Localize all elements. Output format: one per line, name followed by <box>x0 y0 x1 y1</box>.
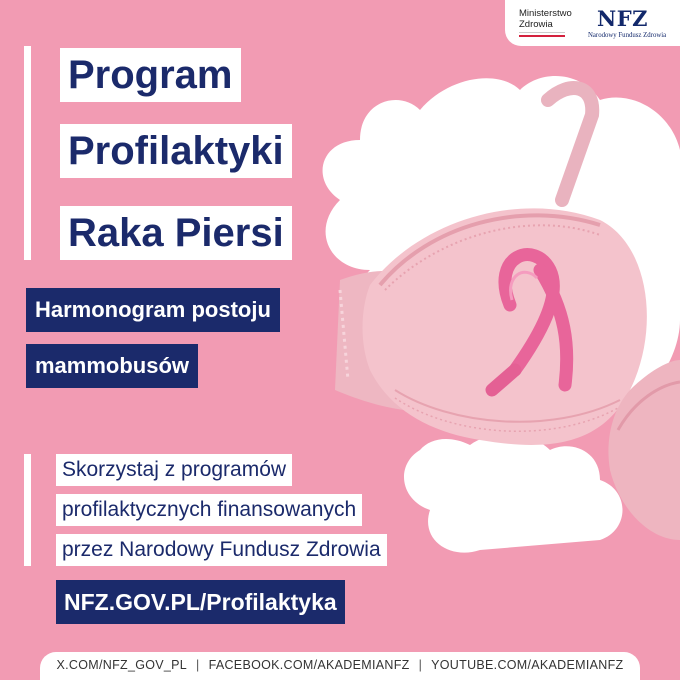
description-line-2: profilaktycznych finansowanych <box>56 494 362 526</box>
description-line-1: Skorzystaj z programów <box>56 454 292 486</box>
ministry-logo-line1: Ministerstwo <box>519 8 572 19</box>
nfz-logo: NFZ <box>597 6 648 31</box>
footer-separator: | <box>418 658 423 672</box>
ministry-logo-line2: Zdrowia <box>519 19 553 30</box>
facebook-link[interactable]: FACEBOOK.COM/AKADEMIANFZ <box>208 658 410 672</box>
youtube-link[interactable]: YOUTUBE.COM/AKADEMIANFZ <box>431 658 624 672</box>
footer-social-links <box>40 652 640 680</box>
logo-bar <box>505 0 680 46</box>
accent-bar-secondary <box>24 454 31 566</box>
x-link[interactable]: X.COM/NFZ_GOV_PL <box>56 658 188 672</box>
footer-separator: | <box>196 658 200 672</box>
website-link[interactable]: NFZ.GOV.PL/Profilaktyka <box>56 580 345 624</box>
description-line-3: przez Narodowy Fundusz Zdrowia <box>56 534 387 566</box>
footer-text <box>40 658 640 672</box>
title-line-1: Program <box>60 48 241 102</box>
polish-flag-icon <box>519 32 565 36</box>
subtitle-line-2: mammobusów <box>26 344 198 388</box>
nfz-logo-caption: Narodowy Fundusz Zdrowia <box>588 32 667 39</box>
title-line-3: Raka Piersi <box>60 206 292 260</box>
title-line-2: Profilaktyki <box>60 124 292 178</box>
accent-bar <box>24 46 31 260</box>
ministry-logo <box>519 8 572 30</box>
subtitle-line-1: Harmonogram postoju <box>26 288 280 332</box>
